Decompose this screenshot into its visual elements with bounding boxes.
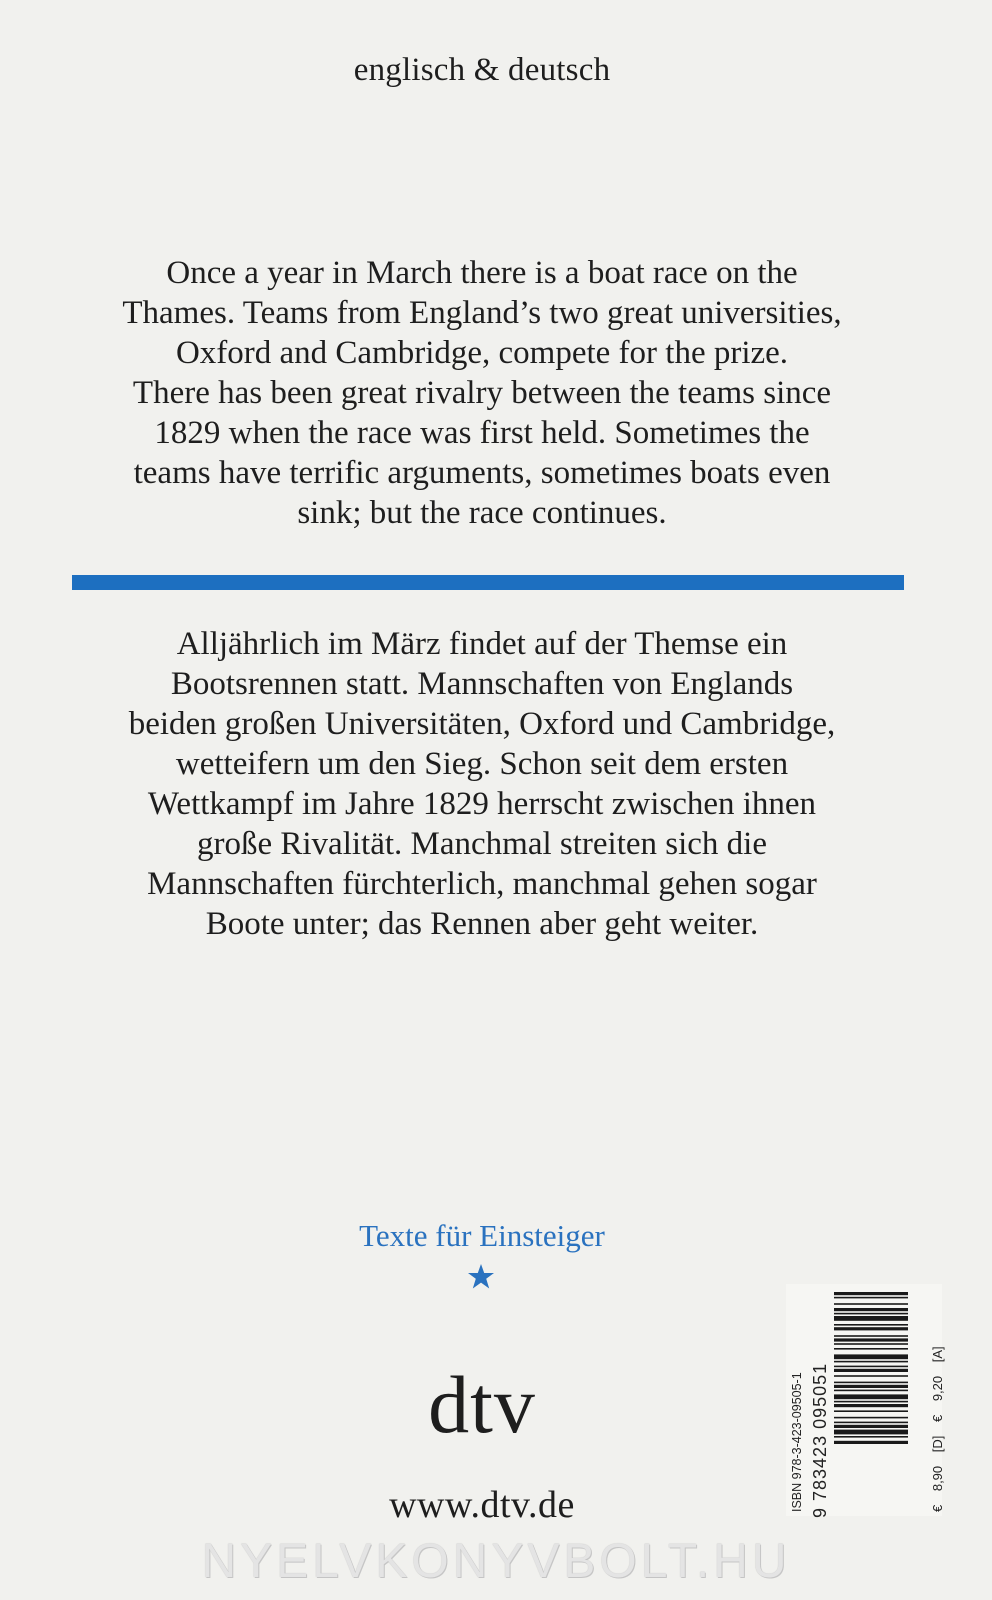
german-blurb [0, 624, 964, 944]
german-line: wetteifern um den Sieg. Schon seit dem ersten [175, 746, 789, 782]
barcode-bar [834, 1338, 908, 1341]
barcode-bar [834, 1382, 908, 1384]
barcode-bar [834, 1410, 908, 1412]
barcode-bar [834, 1425, 908, 1428]
barcode-bar [834, 1385, 908, 1388]
star-icon [466, 1262, 496, 1292]
german-line: beiden großen Universitäten, Oxford und Cambridge, [128, 706, 836, 742]
barcode-bar [834, 1404, 908, 1407]
english-line: Thames. Teams from England’s two great universities, [122, 295, 842, 331]
barcode-bar [834, 1430, 908, 1435]
barcode-bar [834, 1308, 908, 1311]
barcode-bar [834, 1354, 908, 1359]
english-line: Once a year in March there is a boat race on the [166, 255, 798, 291]
publisher-logo: dtv [428, 1359, 536, 1450]
barcode-bar [834, 1348, 908, 1350]
barcode-bar [834, 1390, 908, 1392]
price-label: € 8,90 [D] € 9,20 [A] [930, 1346, 945, 1512]
barcode-graphic [834, 1290, 908, 1500]
watermark: NYELVKONYVBOLT.HU [201, 1535, 791, 1588]
barcode-bar [834, 1313, 908, 1315]
english-line: 1829 when the race was first held. Sometimes the [154, 415, 810, 451]
publisher-website: www.dtv.de [389, 1484, 575, 1526]
series-title: Texte für Einsteiger [359, 1218, 605, 1253]
barcode-bar [834, 1335, 908, 1337]
blue-divider [72, 575, 904, 590]
barcode-bar [834, 1366, 908, 1368]
barcode-bar [834, 1417, 908, 1419]
barcode-bar [834, 1324, 908, 1326]
german-line: Boote unter; das Rennen aber geht weiter. [205, 906, 759, 942]
english-line: teams have terrific arguments, sometimes boats even [133, 455, 831, 491]
barcode-bar [834, 1292, 908, 1295]
barcode-bar [834, 1441, 908, 1444]
barcode-digits: 9 783423 095051 [810, 1362, 830, 1518]
barcode-bar [834, 1303, 908, 1305]
german-line: Bootsrennen statt. Mannschaften von Englands [170, 666, 794, 702]
german-line: große Rivalität. Manchmal streiten sich die [196, 826, 767, 862]
barcode-bar [834, 1297, 908, 1299]
barcode-bar [834, 1316, 908, 1321]
english-line: sink; but the race continues. [297, 495, 667, 531]
english-blurb [0, 253, 964, 533]
barcode-bar [834, 1375, 908, 1377]
english-line: Oxford and Cambridge, compete for the prize. [175, 335, 789, 371]
isbn-number: ISBN 978-3-423-09505-1 [790, 1372, 804, 1512]
barcode-bar [834, 1327, 908, 1330]
language-label: englisch & deutsch [353, 52, 611, 88]
barcode-bar [834, 1422, 908, 1424]
barcode-bar [834, 1361, 908, 1363]
barcode-bar [834, 1343, 908, 1345]
barcode-bar [834, 1401, 908, 1403]
barcode-bar [834, 1394, 908, 1399]
german-line: Wettkampf im Jahre 1829 herrscht zwischen ihnen [147, 786, 817, 822]
english-line: There has been great rivalry between the teams since [132, 375, 832, 411]
barcode-bar [834, 1436, 908, 1438]
german-line: Alljährlich im März findet auf der Themse ein [176, 626, 788, 662]
german-line: Mannschaften fürchterlich, manchmal gehen sogar [147, 866, 817, 902]
barcode-bar [834, 1369, 908, 1372]
